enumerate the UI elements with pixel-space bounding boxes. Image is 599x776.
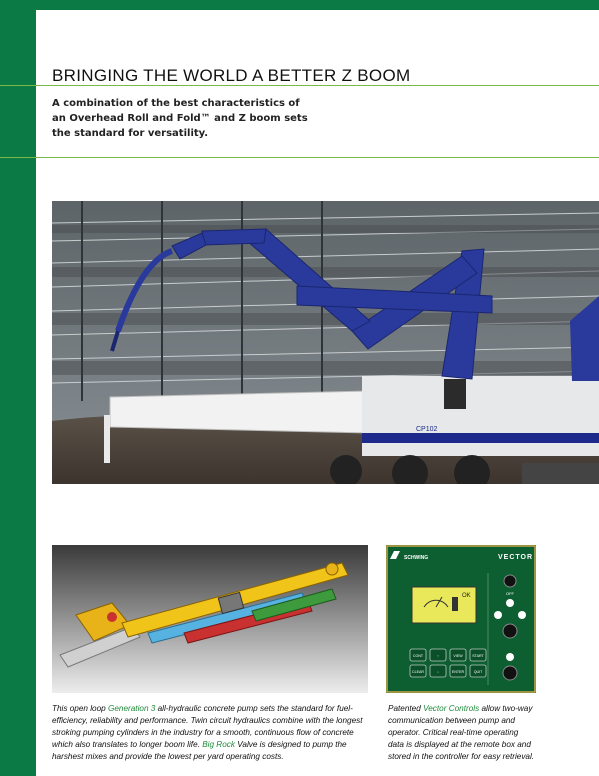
big-rock-link[interactable]: Big Rock	[202, 740, 235, 749]
caption-text: Valve is designed to pump the harshest mixes and provide the lowest per yard operating costs.	[52, 740, 347, 761]
off-label: OFF	[506, 591, 514, 596]
panel-button-label: VIEW	[453, 654, 463, 658]
panel-button-label: ENTER	[451, 670, 465, 674]
top-band	[0, 0, 599, 10]
page-headline: BRINGING THE WORLD A BETTER Z BOOM	[52, 66, 411, 85]
controls-caption	[388, 703, 536, 763]
lcd-ok: OK	[462, 593, 471, 599]
panel-brand: SCHWING	[404, 555, 429, 561]
caption-text: Patented	[388, 704, 424, 713]
boom-truck-photo	[52, 201, 599, 484]
panel-button-label: CONT	[412, 654, 424, 658]
caption-text: allow two-way communication between pump and operator. Critical real-time operating data is displayed at the remote box and stored in the controller for easy retrieval.	[388, 704, 535, 761]
intro-rule	[0, 157, 599, 158]
generation-3-link[interactable]: Generation 3	[108, 704, 156, 713]
caption-text: This open loop	[52, 704, 108, 713]
caption-text: all-hydraulic concrete pump sets the standard for fuel-efficiency, reliability and performance. Twin circuit hydraulics combine with the longest stroking pumping cylinders in the industry for a smooth, continuous flow of concrete which also translates to longer boom life.	[52, 704, 363, 749]
panel-button-label: START	[472, 654, 484, 658]
vector-controls-link[interactable]: Vector Controls	[423, 704, 480, 713]
panel-product: VECTOR	[498, 554, 534, 561]
intro-text: A combination of the best characteristics of an Overhead Roll and Fold™ and Z boom sets the standard for versatility.	[52, 98, 308, 139]
pump-cutaway-diagram	[52, 545, 368, 693]
panel-button-label: CLEAR	[412, 670, 424, 674]
panel-button-label: QUIT	[473, 670, 483, 674]
panel-button-label: ↓	[437, 670, 439, 674]
pump-caption	[52, 703, 368, 763]
vector-control-panel	[386, 545, 536, 693]
left-band	[0, 0, 36, 776]
panel-button-label: ↑	[437, 654, 439, 658]
truck-label: CP102	[416, 426, 438, 433]
